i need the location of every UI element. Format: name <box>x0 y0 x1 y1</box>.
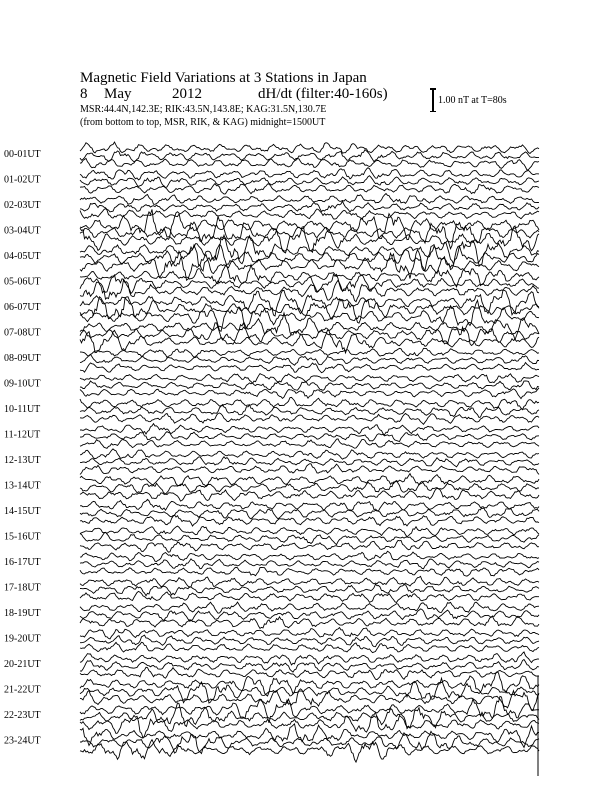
trace-kag <box>80 628 539 639</box>
trace-msr <box>80 158 539 170</box>
trace-msr <box>80 388 539 399</box>
trace-msr <box>80 616 539 628</box>
row-label: 02-03UT <box>4 200 41 211</box>
trace-rik <box>80 216 539 248</box>
filter-label: dH/dt (filter:40-160s) <box>258 86 388 102</box>
trace-rik <box>80 176 539 188</box>
row-label: 21-22UT <box>4 684 41 696</box>
trace-kag <box>80 290 539 316</box>
row-label: 08-09UT <box>4 353 41 364</box>
trace-msr <box>80 567 539 576</box>
trace-msr <box>80 488 539 501</box>
trace-kag <box>80 526 539 537</box>
trace-kag <box>80 265 539 287</box>
trace-msr <box>80 413 539 424</box>
row-label: 11-12UT <box>4 429 41 441</box>
row-label: 22-23UT <box>4 710 41 721</box>
trace-rik <box>80 635 539 647</box>
row-label: 16-17UT <box>4 557 41 568</box>
row-label: 15-16UT <box>4 531 41 543</box>
date-month: May <box>104 86 132 102</box>
row-label: 20-21UT <box>4 659 41 670</box>
row-label: 01-02UT <box>4 174 41 186</box>
trace-msr <box>80 363 539 373</box>
trace-msr <box>80 184 539 194</box>
trace-msr <box>80 515 539 526</box>
trace-rik <box>80 274 539 293</box>
station-coordinates: MSR:44.4N,142.3E; RIK:43.5N,143.8E; KAG:31.5N,130.7E <box>80 104 327 115</box>
trace-kag <box>80 499 539 511</box>
trace-kag <box>80 449 539 459</box>
trace-kag <box>80 374 539 384</box>
row-label: 14-15UT <box>4 506 41 517</box>
trace-msr <box>80 226 539 253</box>
trace-msr <box>80 689 539 711</box>
trace-rik <box>80 609 539 621</box>
trace-kag <box>80 474 539 487</box>
trace-msr <box>80 300 539 331</box>
chart-title: Magnetic Field Variations at 3 Stations in Japan <box>80 70 367 86</box>
trace-kag <box>80 397 539 409</box>
trace-msr <box>80 439 539 448</box>
scale-label: 1.00 nT at T=80s <box>438 95 507 106</box>
trace-kag <box>80 576 539 587</box>
row-label: 19-20UT <box>4 633 41 645</box>
trace-rik <box>80 457 539 467</box>
trace-kag <box>80 424 539 435</box>
row-label: 06-07UT <box>4 302 41 313</box>
trace-rik <box>80 381 539 391</box>
trace-rik <box>80 354 539 365</box>
trace-rik <box>80 532 539 544</box>
trace-rik <box>80 507 539 519</box>
row-label: 07-08UT <box>4 327 41 339</box>
row-label: 12-13UT <box>4 455 41 466</box>
trace-kag <box>80 348 539 357</box>
date-day: 8 <box>80 86 88 102</box>
trace-kag <box>80 551 539 561</box>
row-label: 09-10UT <box>4 378 41 390</box>
trace-kag <box>80 696 539 723</box>
date-year: 2012 <box>172 86 202 102</box>
row-label: 23-24UT <box>4 735 41 747</box>
trace-msr <box>80 464 539 475</box>
trace-msr <box>80 209 539 220</box>
trace-kag <box>80 602 539 613</box>
trace-rik <box>80 297 539 323</box>
trace-rik <box>80 678 539 703</box>
row-label: 10-11UT <box>4 404 41 415</box>
trace-order-note: (from bottom to top, MSR, RIK, & KAG) midnight=1500UT <box>80 117 326 128</box>
trace-rik <box>80 481 539 494</box>
trace-kag <box>80 194 539 205</box>
trace-rik <box>80 201 539 212</box>
trace-rik <box>80 405 539 418</box>
row-label: 13-14UT <box>4 480 41 492</box>
row-label: 00-01UT <box>4 149 41 160</box>
trace-rik <box>80 559 539 569</box>
row-label: 04-05UT <box>4 251 41 262</box>
row-label: 17-18UT <box>4 582 41 594</box>
trace-rik <box>80 584 539 596</box>
row-label: 03-04UT <box>4 225 41 237</box>
trace-kag <box>80 672 539 696</box>
trace-kag <box>80 142 539 153</box>
trace-rik <box>80 432 539 442</box>
trace-msr <box>80 330 539 353</box>
trace-msr <box>80 667 539 679</box>
trace-kag <box>80 168 539 180</box>
trace-msr <box>80 642 539 652</box>
row-label: 05-06UT <box>4 276 41 288</box>
row-label: 18-19UT <box>4 608 41 619</box>
